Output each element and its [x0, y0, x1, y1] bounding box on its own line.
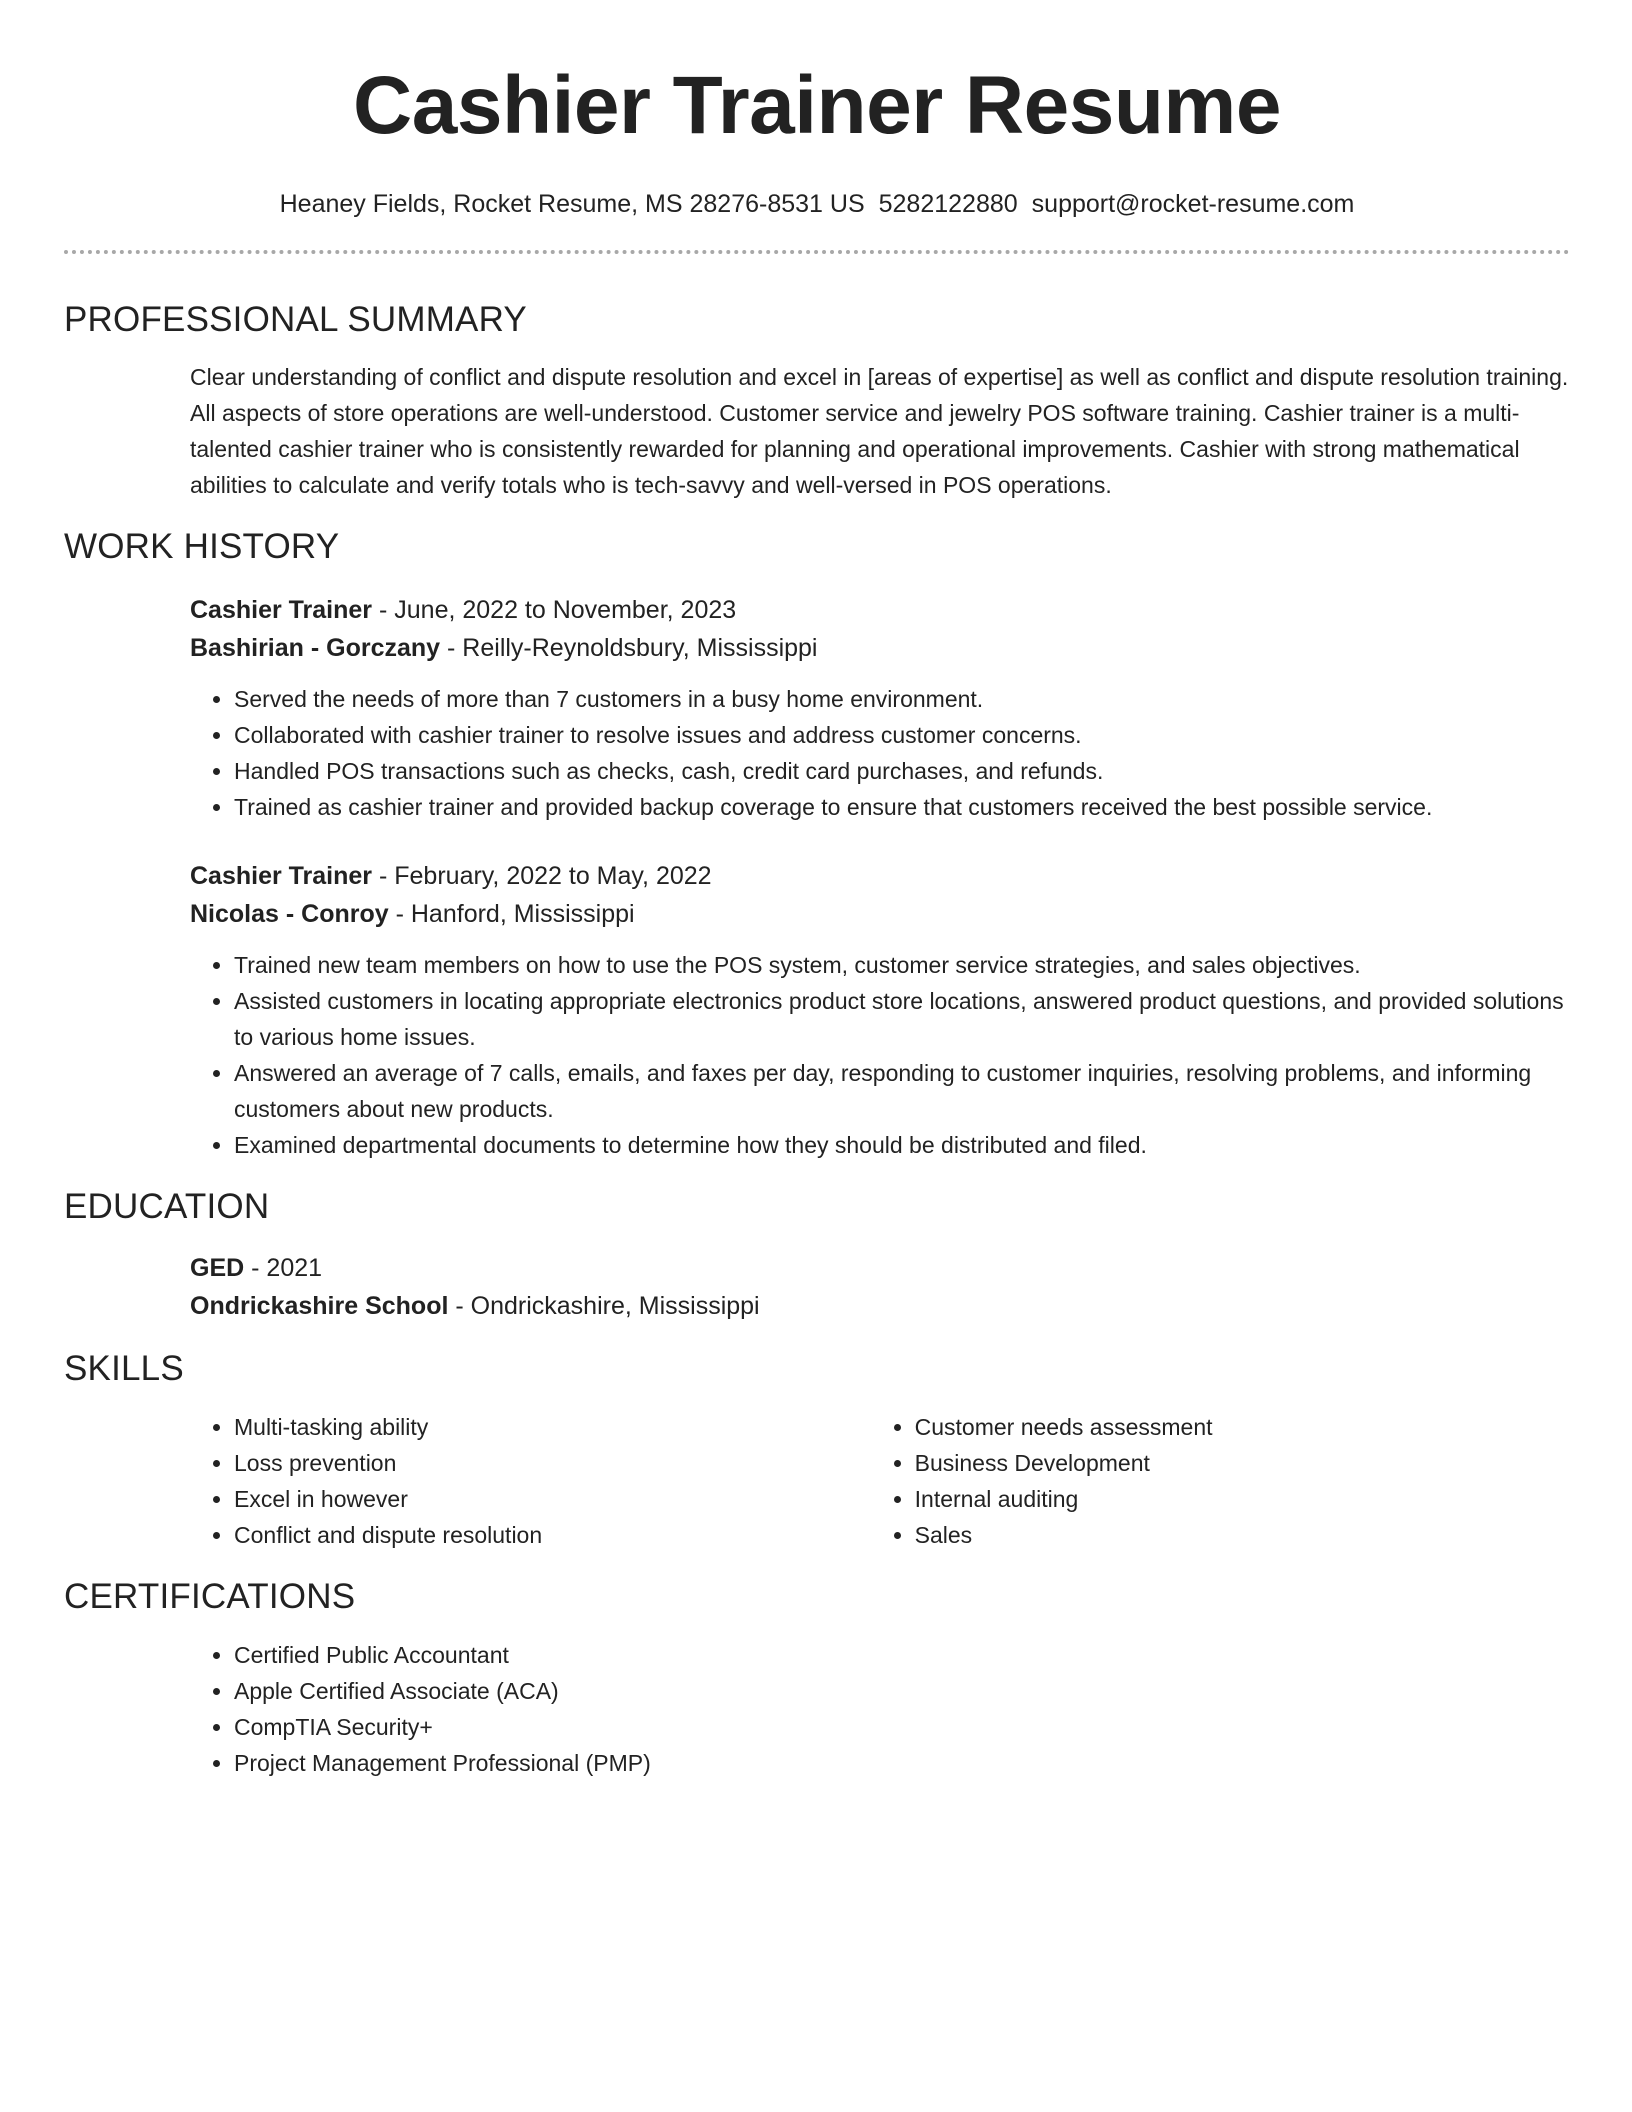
skills-list-left — [190, 1409, 871, 1553]
list-item: • Conflict and dispute resolution — [234, 1517, 871, 1553]
job-title: Cashier Trainer — [190, 596, 373, 624]
education-degree: GED — [190, 1254, 245, 1282]
job-title: Cashier Trainer — [190, 862, 373, 890]
contact-email[interactable]: support@rocket-resume.com — [1031, 190, 1355, 218]
list-item: • Trained as cashier trainer and provided backup coverage to ensure that customers received the best possible service. — [234, 789, 1570, 825]
list-item: • Internal auditing — [915, 1481, 1570, 1517]
list-item: • Sales — [915, 1517, 1570, 1553]
list-item: • Certified Public Accountant — [234, 1637, 1570, 1673]
contact-address: Heaney Fields, Rocket Resume, MS 28276-8531 US — [279, 190, 865, 218]
list-item: • Assisted customers in locating appropriate electronics product store locations, answered product questions, and provided solutions to various home issues. — [234, 983, 1570, 1055]
education-degree-line — [190, 1249, 1570, 1287]
contact-line — [64, 188, 1570, 220]
contact-phone: 5282122880 — [878, 190, 1018, 218]
list-item: • Collaborated with cashier trainer to resolve issues and address customer concerns. — [234, 717, 1570, 753]
job-location: - Reilly-Reynoldsbury, Mississippi — [447, 634, 818, 662]
job-dates: - February, 2022 to May, 2022 — [378, 862, 712, 890]
list-item: • Loss prevention — [234, 1445, 871, 1481]
education-heading: EDUCATION — [64, 1187, 270, 1226]
header-divider — [64, 250, 1570, 254]
list-item: • Examined departmental documents to determine how they should be distributed and filed. — [234, 1127, 1570, 1163]
job-title-line — [190, 857, 1570, 895]
certifications-section — [190, 1637, 1570, 1781]
list-item: • Business Development — [915, 1445, 1570, 1481]
job-location: - Hanford, Mississippi — [395, 900, 635, 928]
education-school-line — [190, 1287, 1570, 1325]
list-item: • Handled POS transactions such as checks, cash, credit card purchases, and refunds. — [234, 753, 1570, 789]
list-item: • Apple Certified Associate (ACA) — [234, 1673, 1570, 1709]
list-item: • CompTIA Security+ — [234, 1709, 1570, 1745]
job-company: Nicolas - Conroy — [190, 900, 389, 928]
job-bullets — [190, 681, 1570, 825]
list-item: • Answered an average of 7 calls, emails, and faxes per day, responding to customer inquiries, resolving problems, and informing customers about new products. — [234, 1055, 1570, 1127]
certifications-heading: CERTIFICATIONS — [64, 1577, 356, 1616]
job-company: Bashirian - Gorczany — [190, 634, 441, 662]
education-year: - 2021 — [251, 1254, 323, 1282]
resume-page — [64, 0, 1570, 1781]
skills-grid — [190, 1409, 1570, 1553]
job-company-line — [190, 895, 1570, 933]
list-item: • Project Management Professional (PMP) — [234, 1745, 1570, 1781]
certifications-list — [190, 1637, 1570, 1781]
education-school: Ondrickashire School — [190, 1292, 449, 1320]
education-entry — [190, 1249, 1570, 1325]
list-item: • Excel in however — [234, 1481, 871, 1517]
skills-list-right — [871, 1409, 1570, 1553]
job-company-line — [190, 629, 1570, 667]
resume-title: Cashier Trainer Resume — [353, 60, 1281, 151]
summary-heading: PROFESSIONAL SUMMARY — [64, 300, 527, 339]
summary-section — [190, 359, 1570, 503]
skills-heading: SKILLS — [64, 1349, 184, 1388]
summary-text: Clear understanding of conflict and dispute resolution and excel in [areas of expertise] as well as conflict and dispute resolution training. All aspects of store operations are well-understood. Customer service and jewelry POS software training. Cashier trainer is a multi-talented cashier trainer who is consistently rewarded for planning and operational improvements. Cashier with strong mathematical abilities to calculate and verify totals who is tech-savvy and well-versed in POS operations. — [190, 364, 1569, 498]
list-item: • Multi-tasking ability — [234, 1409, 871, 1445]
education-location: - Ondrickashire, Mississippi — [455, 1292, 760, 1320]
job-dates: - June, 2022 to November, 2023 — [378, 596, 737, 624]
skills-section — [190, 1409, 1570, 1553]
work-history-heading: WORK HISTORY — [64, 527, 340, 566]
job-entry — [190, 857, 1570, 1163]
job-entry — [190, 591, 1570, 825]
list-item: • Trained new team members on how to use the POS system, customer service strategies, and sales objectives. — [234, 947, 1570, 983]
job-title-line — [190, 591, 1570, 629]
job-bullets — [190, 947, 1570, 1163]
list-item: • Customer needs assessment — [915, 1409, 1570, 1445]
list-item: • Served the needs of more than 7 customers in a busy home environment. — [234, 681, 1570, 717]
